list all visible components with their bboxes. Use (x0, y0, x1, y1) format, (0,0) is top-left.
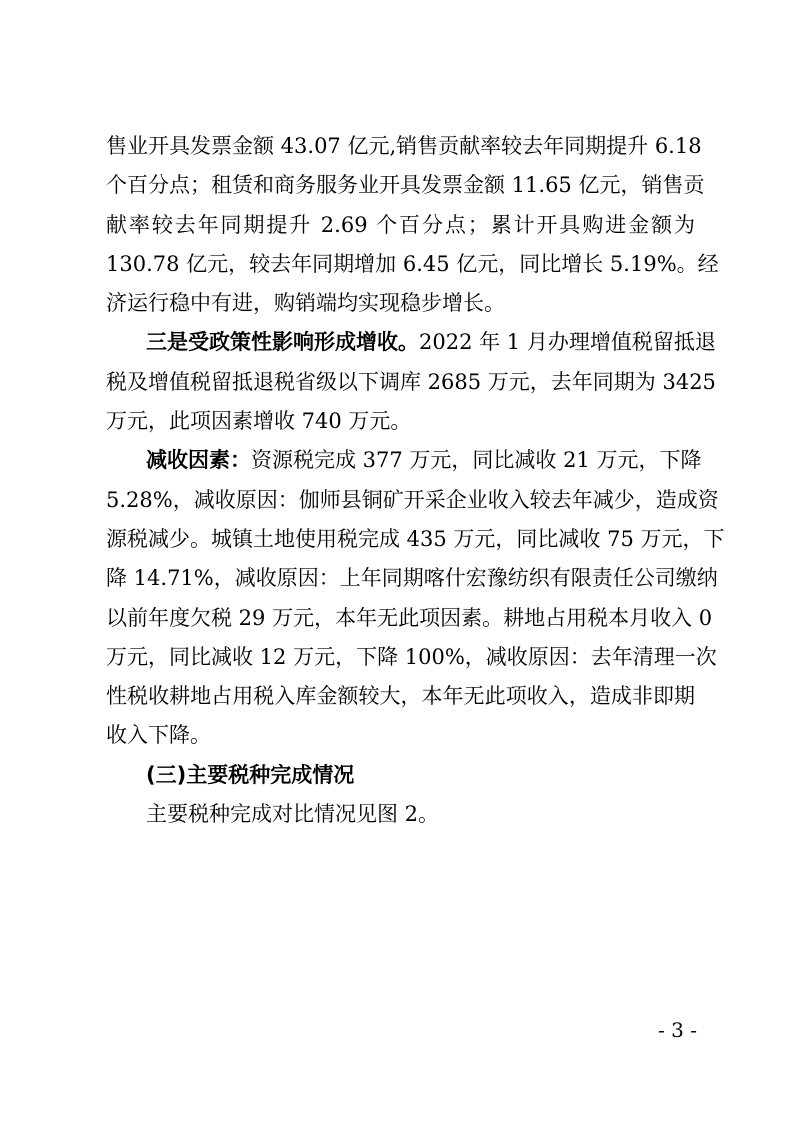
section-main-taxes (106, 756, 695, 835)
paragraph-reduction-factors (106, 441, 725, 755)
paragraph-heading: 减收因素： (146, 448, 251, 473)
text-fragment: 资源税完成 377 万元，同比减收 21 万元，下降 (251, 448, 702, 473)
paragraph-heading: 三是受政策性影响形成增收。 (146, 330, 419, 355)
text-line: 5.28%，减收原因：伽师县铜矿开采企业收入较去年减少，造成资 (106, 487, 719, 512)
text-line: 源税减少。城镇土地使用税完成 435 万元，同比减收 75 万元，下 (106, 526, 725, 551)
text-line: 售业开具发票金额 43.07 亿元,销售贡献率较去年同期提升 6.18 (106, 134, 702, 158)
text-line: 税及增值税留抵退税省级以下调库 2685 万元，去年同期为 3425 (106, 369, 716, 394)
paragraph-sales-contribution (106, 127, 719, 323)
text-line: 主要税种完成对比情况见图 2。 (146, 802, 440, 827)
text-fragment: 2022 年 1 月办理增值税留抵退 (419, 330, 716, 355)
text-line: 以前年度欠税 29 万元，本年无此项因素。耕地占用税本月收入 0 (106, 605, 713, 630)
text-line: 个百分点；租赁和商务服务业开具发票金额 11.65 亿元，销售贡 (106, 173, 705, 198)
document-body (106, 127, 725, 834)
text-line: 济运行稳中有进，购销端均实现稳步增长。 (106, 291, 505, 316)
text-line (106, 323, 716, 362)
section-heading: (三)主要税种完成情况 (146, 762, 355, 787)
text-line: 献率较去年同期提升 2.69 个百分点；累计开具购进金额为 (106, 212, 695, 237)
text-line: 万元，同比减收 12 万元，下降 100%，减收原因：去年清理一次 (106, 644, 717, 669)
text-line: 性税收耕地占用税入库金额较大，本年无此项收入，造成非即期 (106, 684, 695, 709)
paragraph-policy-increase (106, 323, 716, 441)
text-line: 降 14.71%，减收原因：上年同期喀什宏豫纺织有限责任公司缴纳 (106, 566, 718, 591)
page-number: - 3 - (658, 1018, 697, 1042)
text-line: 万元，此项因素增收 740 万元。 (106, 409, 412, 434)
text-line: 130.78 亿元，较去年同期增加 6.45 亿元，同比增长 5.19%。经 (106, 251, 719, 276)
text-line: 收入下降。 (106, 723, 211, 748)
text-line (106, 441, 702, 480)
